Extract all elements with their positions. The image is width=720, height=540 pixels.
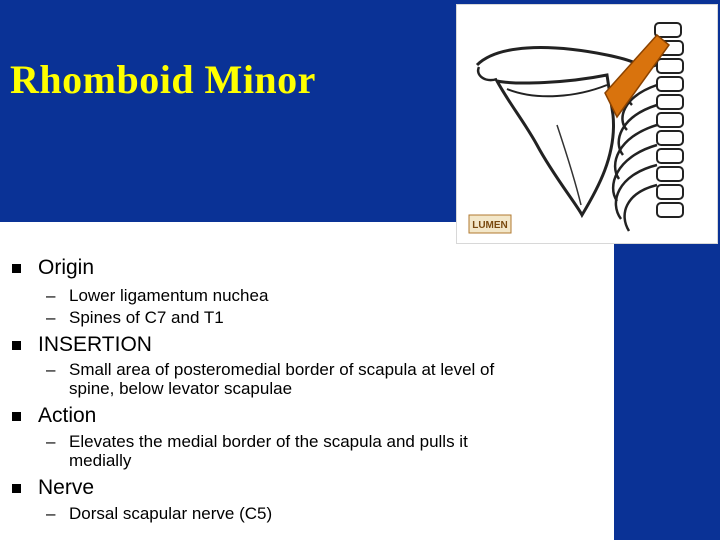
- bullet-insertion: [12, 333, 152, 357]
- bullet-origin: [12, 256, 94, 280]
- sub-item: [46, 308, 586, 327]
- dash-icon: –: [46, 308, 56, 327]
- sub-item: [46, 360, 586, 398]
- dash-icon: –: [46, 432, 56, 451]
- sub-item-text: Lower ligamentum nuchea: [69, 286, 269, 305]
- bullet-action: [12, 404, 96, 428]
- acromion-shape: [478, 67, 497, 80]
- bullet-heading: INSERTION: [38, 333, 152, 356]
- slide-content: [0, 222, 614, 540]
- sub-item-text: Spines of C7 and T1: [69, 308, 224, 327]
- sub-item: [46, 432, 586, 470]
- sub-item-text: Dorsal scapular nerve (C5): [69, 504, 273, 523]
- clavicle-shape: [477, 48, 643, 67]
- right-margin-band: [614, 222, 720, 540]
- sub-item: [46, 286, 586, 305]
- sub-item-text: Small area of posteromedial border of scapula at level of: [69, 360, 495, 379]
- sub-item-text: Elevates the medial border of the scapula and pulls it: [69, 432, 468, 451]
- sub-item-continuation: medially: [69, 451, 132, 470]
- bullet-heading: Action: [38, 404, 97, 427]
- dash-icon: –: [46, 286, 56, 305]
- slide-title: Rhomboid Minor: [10, 57, 316, 102]
- anatomy-illustration: [456, 4, 718, 244]
- square-bullet-icon: [12, 341, 21, 350]
- square-bullet-icon: [12, 412, 21, 421]
- sub-item: [46, 504, 586, 523]
- square-bullet-icon: [12, 264, 21, 273]
- dash-icon: –: [46, 360, 56, 379]
- bullet-heading: Origin: [38, 256, 95, 279]
- bullet-heading: Nerve: [38, 476, 95, 499]
- lumen-logo-text: LUMEN: [472, 220, 508, 231]
- scapula-spine-diagram: [457, 5, 717, 243]
- sub-item-continuation: spine, below levator scapulae: [69, 379, 293, 398]
- square-bullet-icon: [12, 484, 21, 493]
- bullet-nerve: [12, 476, 94, 500]
- dash-icon: –: [46, 504, 56, 523]
